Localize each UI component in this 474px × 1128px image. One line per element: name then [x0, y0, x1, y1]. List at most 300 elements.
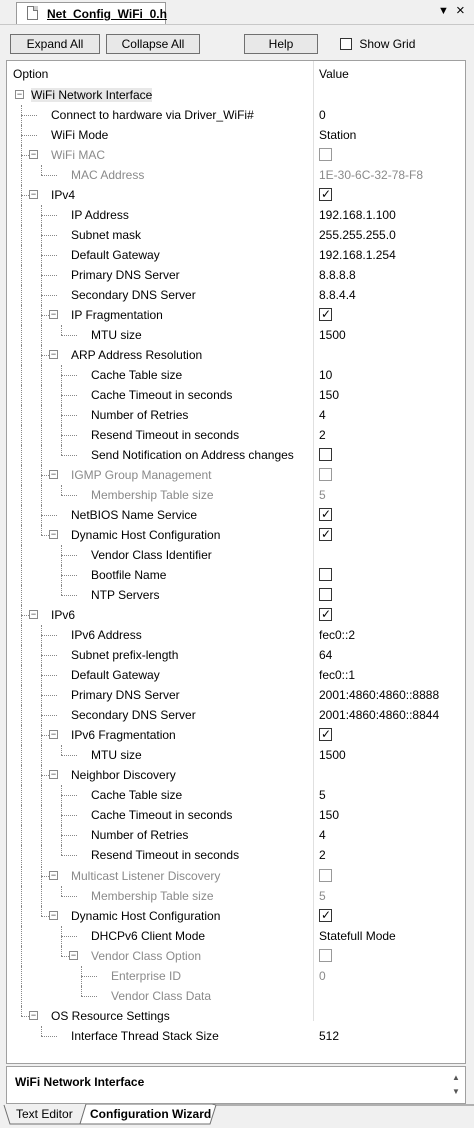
- tree-connector: [61, 545, 62, 565]
- toolbar: [6, 30, 468, 58]
- property-label: DHCPv6 Client Mode: [91, 929, 206, 943]
- description-title: WiFi Network Interface: [15, 1075, 145, 1089]
- property-value[interactable]: Statefull Mode: [319, 929, 396, 943]
- property-value[interactable]: 4: [319, 827, 326, 842]
- property-value[interactable]: 1500: [319, 328, 346, 342]
- tree-connector: [61, 595, 77, 596]
- property-value[interactable]: 8.8.8.8: [319, 268, 356, 282]
- property-row[interactable]: [7, 785, 465, 805]
- property-label: Primary DNS Server: [71, 268, 180, 282]
- property-value[interactable]: 2001:4860:4860::8844: [319, 708, 440, 722]
- property-label: Enterprise ID: [111, 969, 182, 983]
- collapse-toggle-icon[interactable]: −: [50, 309, 57, 319]
- property-row[interactable]: [7, 845, 465, 865]
- tree-connector: [81, 986, 82, 996]
- tree-connector: [21, 966, 22, 986]
- property-value[interactable]: 512: [319, 1029, 340, 1043]
- close-icon[interactable]: ×: [456, 2, 465, 19]
- property-row[interactable]: [7, 565, 465, 585]
- tree-connector: [61, 395, 77, 396]
- tree-connector: [61, 365, 62, 385]
- property-label: Dynamic Host Configuration: [71, 909, 221, 923]
- property-row[interactable]: [7, 705, 465, 725]
- property-value[interactable]: 5: [319, 889, 326, 903]
- tree-connector: [61, 435, 77, 436]
- tree-connector: [41, 655, 57, 656]
- property-label: IP Fragmentation: [71, 308, 163, 322]
- property-row[interactable]: [7, 425, 465, 445]
- file-tab[interactable]: [16, 2, 166, 24]
- tree-connector: [61, 375, 77, 376]
- tree-connector: [61, 565, 62, 585]
- tree-connector: [41, 525, 42, 535]
- description-scrollbar[interactable]: [451, 1071, 461, 1099]
- property-label: IPv4: [51, 188, 76, 202]
- tree-connector: [41, 725, 42, 745]
- collapse-toggle-icon[interactable]: −: [50, 910, 57, 920]
- property-checkbox[interactable]: [319, 468, 332, 481]
- tree-connector: [61, 415, 77, 416]
- property-value[interactable]: 4: [319, 408, 326, 422]
- tree-connector: [41, 385, 42, 405]
- tree-connector: [41, 906, 42, 916]
- tree-connector: [41, 805, 42, 825]
- tree-connector: [41, 1036, 57, 1037]
- property-label: Number of Retries: [91, 408, 189, 422]
- dropdown-icon[interactable]: ▼: [438, 5, 449, 17]
- property-row[interactable]: [7, 685, 465, 705]
- tree-connector: [41, 785, 42, 805]
- tree-connector: [41, 765, 42, 785]
- value-column-header: Value: [319, 67, 349, 81]
- tree-connector: [41, 425, 42, 445]
- property-label: Neighbor Discovery: [71, 767, 176, 782]
- checkmark-icon: ✓: [321, 307, 332, 321]
- tree-connector: [61, 795, 77, 796]
- property-value[interactable]: 0: [319, 108, 326, 122]
- file-tab-title: Net_Config_WiFi_0.h: [47, 7, 167, 21]
- tree-connector: [21, 605, 22, 625]
- tree-connector: [41, 505, 42, 525]
- property-value[interactable]: 5: [319, 488, 326, 502]
- tree-connector: [41, 695, 57, 696]
- show-grid-checkbox[interactable]: [340, 38, 352, 50]
- property-row[interactable]: [7, 325, 465, 345]
- tree-connector: [41, 685, 42, 705]
- tree-connector: [21, 505, 22, 525]
- tree-connector: [21, 365, 22, 385]
- property-value[interactable]: 2: [319, 428, 326, 442]
- property-value[interactable]: 8.8.4.4: [319, 288, 356, 302]
- tree-connector: [21, 135, 37, 136]
- checkmark-icon: ✓: [321, 607, 332, 621]
- property-label: Number of Retries: [91, 827, 189, 842]
- property-checkbox[interactable]: [319, 728, 332, 741]
- tree-connector: [41, 255, 57, 256]
- tree-connector: [21, 105, 22, 125]
- property-label: Secondary DNS Server: [71, 288, 196, 302]
- property-label: Connect to hardware via Driver_WiFi#: [51, 108, 254, 122]
- property-row[interactable]: [7, 385, 465, 405]
- checkmark-icon: ✓: [321, 908, 332, 922]
- tree-connector: [21, 986, 22, 1006]
- checkmark-icon: ✓: [321, 727, 332, 741]
- tree-connector: [41, 345, 42, 365]
- show-grid-toggle[interactable]: [340, 36, 415, 51]
- tree-connector: [61, 555, 77, 556]
- property-checkbox[interactable]: [319, 608, 332, 621]
- tree-connector: [41, 715, 57, 716]
- tree-connector: [41, 515, 57, 516]
- property-label: WiFi Mode: [51, 128, 109, 142]
- collapse-toggle-icon[interactable]: −: [30, 609, 37, 619]
- collapse-toggle-icon[interactable]: −: [16, 89, 23, 99]
- tree-connector: [21, 645, 22, 665]
- tree-connector: [21, 485, 22, 505]
- property-label: Subnet prefix-length: [71, 648, 179, 662]
- property-value[interactable]: fec0::2: [319, 628, 356, 642]
- property-row[interactable]: [7, 745, 465, 765]
- property-label: Primary DNS Server: [71, 688, 180, 702]
- tree-connector: [61, 405, 62, 425]
- tree-connector: [61, 805, 62, 825]
- collapse-toggle-icon[interactable]: −: [50, 469, 57, 479]
- tree-connector: [81, 976, 97, 977]
- property-value[interactable]: 1500: [319, 748, 346, 762]
- property-row[interactable]: [7, 966, 465, 986]
- tree-connector: [61, 755, 77, 756]
- property-row[interactable]: [7, 585, 465, 605]
- property-value[interactable]: 192.168.1.254: [319, 248, 396, 262]
- property-label: IPv6 Address: [71, 628, 142, 642]
- property-value[interactable]: 150: [319, 388, 340, 402]
- property-checkbox[interactable]: [319, 528, 332, 541]
- property-label: MTU size: [91, 748, 142, 762]
- property-label: Resend Timeout in seconds: [91, 428, 240, 442]
- property-label: Vendor Class Identifier: [91, 548, 212, 562]
- property-label: WiFi Network Interface: [31, 88, 153, 102]
- property-row[interactable]: [7, 465, 465, 485]
- property-value[interactable]: 1E-30-6C-32-78-F8: [319, 168, 424, 182]
- tree-connector: [61, 855, 77, 856]
- property-row[interactable]: [7, 906, 465, 926]
- collapse-toggle-icon[interactable]: −: [70, 950, 77, 960]
- property-row[interactable]: [7, 625, 465, 645]
- help-button[interactable]: Help: [244, 34, 318, 54]
- property-label: IPv6: [51, 608, 76, 622]
- tree-connector: [61, 575, 77, 576]
- collapse-toggle-icon[interactable]: −: [50, 529, 57, 539]
- tree-connector: [41, 445, 42, 465]
- property-value[interactable]: fec0::1: [319, 668, 356, 682]
- property-row[interactable]: [7, 765, 465, 785]
- tree-connector: [61, 325, 62, 335]
- property-row[interactable]: [7, 345, 465, 365]
- property-label: MAC Address: [71, 168, 145, 182]
- property-label: Resend Timeout in seconds: [91, 847, 240, 862]
- tab-text-editor[interactable]: Text Editor: [16, 1107, 73, 1121]
- show-grid-label: Show Grid: [359, 36, 416, 51]
- property-label: Interface Thread Stack Size: [71, 1029, 219, 1043]
- property-row[interactable]: [7, 245, 465, 265]
- tree-connector: [41, 665, 42, 685]
- property-label: NetBIOS Name Service: [71, 508, 198, 522]
- tree-connector: [61, 896, 77, 897]
- tree-connector: [61, 825, 62, 845]
- tree-connector: [61, 455, 77, 456]
- property-label: Cache Table size: [91, 787, 183, 802]
- tree-connector: [21, 665, 22, 685]
- tab-configuration-wizard[interactable]: Configuration Wizard: [90, 1107, 212, 1121]
- tree-connector: [21, 685, 22, 705]
- tree-connector: [41, 405, 42, 425]
- tree-connector: [61, 335, 77, 336]
- tree-connector: [41, 866, 42, 886]
- tree-connector: [41, 205, 42, 225]
- checkmark-icon: ✓: [321, 187, 332, 201]
- tree-connector: [61, 845, 62, 855]
- scroll-up-icon[interactable]: ▲: [452, 1073, 460, 1082]
- tree-connector: [41, 635, 57, 636]
- checkmark-icon: ✓: [321, 507, 332, 521]
- tree-connector: [61, 946, 62, 956]
- property-label: Bootfile Name: [91, 568, 167, 582]
- collapse-toggle-icon[interactable]: −: [30, 1010, 37, 1020]
- tree-connector: [21, 125, 22, 145]
- tree-connector: [61, 585, 62, 595]
- property-checkbox[interactable]: [319, 949, 332, 962]
- property-value[interactable]: 150: [319, 807, 340, 822]
- tree-connector: [21, 405, 22, 425]
- tree-connector: [61, 445, 62, 455]
- tree-connector: [21, 946, 22, 966]
- tree-connector: [21, 745, 22, 765]
- tree-connector: [81, 966, 82, 986]
- property-row[interactable]: [7, 165, 465, 185]
- tree-connector: [41, 235, 57, 236]
- property-value[interactable]: 0: [319, 969, 326, 983]
- property-label: IP Address: [71, 208, 129, 222]
- tree-connector: [41, 825, 42, 845]
- property-row[interactable]: [7, 886, 465, 906]
- checkmark-icon: ✓: [321, 527, 332, 541]
- collapse-toggle-icon[interactable]: −: [50, 349, 57, 359]
- property-label: Dynamic Host Configuration: [71, 528, 221, 542]
- document-tab-bar: [0, 0, 474, 25]
- tree-connector: [21, 465, 22, 485]
- property-row[interactable]: [7, 1026, 465, 1046]
- expand-all-button[interactable]: Expand All: [10, 34, 100, 54]
- document-icon: [27, 6, 38, 20]
- property-checkbox[interactable]: [319, 588, 332, 601]
- tree-connector: [21, 325, 22, 345]
- tree-connector: [61, 835, 77, 836]
- tree-connector: [21, 115, 37, 116]
- property-row[interactable]: [7, 825, 465, 845]
- collapse-toggle-icon[interactable]: −: [50, 768, 57, 779]
- property-row[interactable]: [7, 926, 465, 946]
- property-label: Send Notification on Address changes: [91, 448, 294, 462]
- tree-connector: [41, 705, 42, 725]
- tree-connector: [81, 996, 97, 997]
- tree-connector: [61, 936, 77, 937]
- property-row[interactable]: [7, 505, 465, 525]
- property-label: Cache Timeout in seconds: [91, 388, 233, 402]
- property-label: Vendor Class Option: [91, 949, 202, 963]
- tree-connector: [41, 485, 42, 505]
- property-row[interactable]: [7, 225, 465, 245]
- tree-connector: [21, 866, 22, 886]
- property-row[interactable]: [7, 405, 465, 425]
- property-row[interactable]: [7, 725, 465, 745]
- tree-connector: [61, 495, 77, 496]
- property-row[interactable]: [7, 305, 465, 325]
- property-row[interactable]: [7, 605, 465, 625]
- tree-connector: [21, 285, 22, 305]
- property-row[interactable]: [7, 145, 465, 165]
- tree-connector: [41, 245, 42, 265]
- tree-connector: [61, 425, 62, 445]
- property-label: WiFi MAC: [51, 148, 105, 162]
- description-panel: [6, 1066, 466, 1104]
- property-row[interactable]: [7, 265, 465, 285]
- tree-connector: [61, 886, 62, 896]
- property-row[interactable]: [7, 986, 465, 1006]
- tree-connector: [21, 825, 22, 845]
- property-grid: [6, 60, 466, 1064]
- bottom-tab-bar: [0, 1104, 474, 1128]
- property-value[interactable]: 10: [319, 368, 333, 382]
- property-row[interactable]: [7, 285, 465, 305]
- property-checkbox[interactable]: [319, 448, 332, 461]
- tree-connector: [41, 285, 42, 305]
- property-row[interactable]: [7, 545, 465, 565]
- tree-connector: [21, 845, 22, 865]
- tree-connector: [21, 886, 22, 906]
- tree-connector: [21, 565, 22, 585]
- tree-connector: [21, 805, 22, 825]
- tree-connector: [21, 725, 22, 745]
- tree-connector: [21, 165, 22, 185]
- property-checkbox[interactable]: [319, 909, 332, 922]
- tree-connector: [21, 345, 22, 365]
- property-checkbox[interactable]: [319, 508, 332, 521]
- property-label: IPv6 Fragmentation: [71, 728, 176, 742]
- property-row[interactable]: [7, 946, 465, 966]
- tree-connector: [41, 465, 42, 485]
- property-value[interactable]: 2: [319, 847, 326, 862]
- tree-connector: [21, 265, 22, 285]
- property-value[interactable]: 255.255.255.0: [319, 228, 396, 242]
- tree-connector: [21, 525, 22, 545]
- option-column-header: Option: [13, 67, 49, 81]
- tree-connector: [21, 385, 22, 405]
- property-row[interactable]: [7, 105, 465, 125]
- tree-connector: [21, 445, 22, 465]
- tree-connector: [21, 926, 22, 946]
- tree-connector: [41, 645, 42, 665]
- tree-connector: [21, 1006, 22, 1016]
- property-value[interactable]: 192.168.1.100: [319, 208, 396, 222]
- property-row[interactable]: [7, 485, 465, 505]
- property-row[interactable]: [7, 185, 465, 205]
- tree-connector: [41, 275, 57, 276]
- property-row[interactable]: [7, 866, 465, 886]
- tree-connector: [61, 485, 62, 495]
- property-label: Cache Table size: [91, 368, 183, 382]
- property-label: Subnet mask: [71, 228, 142, 242]
- collapse-toggle-icon[interactable]: −: [30, 189, 37, 199]
- property-label: Membership Table size: [91, 889, 214, 903]
- property-row[interactable]: [7, 525, 465, 545]
- tree-connector: [21, 765, 22, 785]
- property-value[interactable]: 64: [319, 648, 333, 662]
- property-label: Vendor Class Data: [111, 989, 212, 1003]
- property-checkbox[interactable]: [319, 188, 332, 201]
- property-checkbox[interactable]: [319, 869, 332, 882]
- property-checkbox[interactable]: [319, 148, 332, 161]
- tree-connector: [21, 205, 22, 225]
- tree-connector: [61, 385, 62, 405]
- collapse-toggle-icon[interactable]: −: [30, 149, 37, 159]
- tree-connector: [41, 1026, 42, 1036]
- property-row[interactable]: [7, 445, 465, 465]
- tree-connector: [21, 585, 22, 605]
- tree-connector: [21, 305, 22, 325]
- tree-connector: [41, 845, 42, 865]
- property-label: IGMP Group Management: [71, 468, 212, 482]
- tree-connector: [21, 185, 22, 205]
- property-row[interactable]: [7, 125, 465, 145]
- property-label: Multicast Listener Discovery: [71, 869, 221, 883]
- property-value[interactable]: Station: [319, 128, 357, 142]
- tree-connector: [41, 265, 42, 285]
- property-row[interactable]: [7, 645, 465, 665]
- property-label: Default Gateway: [71, 248, 160, 262]
- tree-connector: [41, 175, 57, 176]
- tree-connector: [41, 295, 57, 296]
- tree-connector: [61, 815, 77, 816]
- property-row[interactable]: [7, 365, 465, 385]
- property-value[interactable]: 2001:4860:4860::8888: [319, 688, 440, 702]
- property-row[interactable]: [7, 1006, 465, 1026]
- tree-connector: [41, 165, 42, 175]
- tree-connector: [41, 745, 42, 765]
- tree-connector: [41, 325, 42, 345]
- property-row[interactable]: [7, 205, 465, 225]
- scroll-down-icon[interactable]: ▼: [452, 1087, 460, 1096]
- property-row[interactable]: [7, 805, 465, 825]
- property-value[interactable]: 5: [319, 787, 326, 802]
- tree-connector: [21, 705, 22, 725]
- tree-connector: [41, 225, 42, 245]
- collapse-toggle-icon[interactable]: −: [50, 729, 57, 739]
- property-checkbox[interactable]: [319, 568, 332, 581]
- collapse-toggle-icon[interactable]: −: [50, 870, 57, 880]
- tree-connector: [21, 785, 22, 805]
- property-label: Secondary DNS Server: [71, 708, 196, 722]
- tree-connector: [41, 365, 42, 385]
- collapse-all-button[interactable]: Collapse All: [106, 34, 200, 54]
- property-label: Cache Timeout in seconds: [91, 807, 233, 822]
- tree-connector: [21, 425, 22, 445]
- tree-connector: [41, 215, 57, 216]
- property-label: ARP Address Resolution: [71, 348, 203, 362]
- property-row[interactable]: [7, 665, 465, 685]
- property-checkbox[interactable]: [319, 308, 332, 321]
- grid-header: [7, 61, 465, 85]
- property-row[interactable]: [7, 85, 465, 105]
